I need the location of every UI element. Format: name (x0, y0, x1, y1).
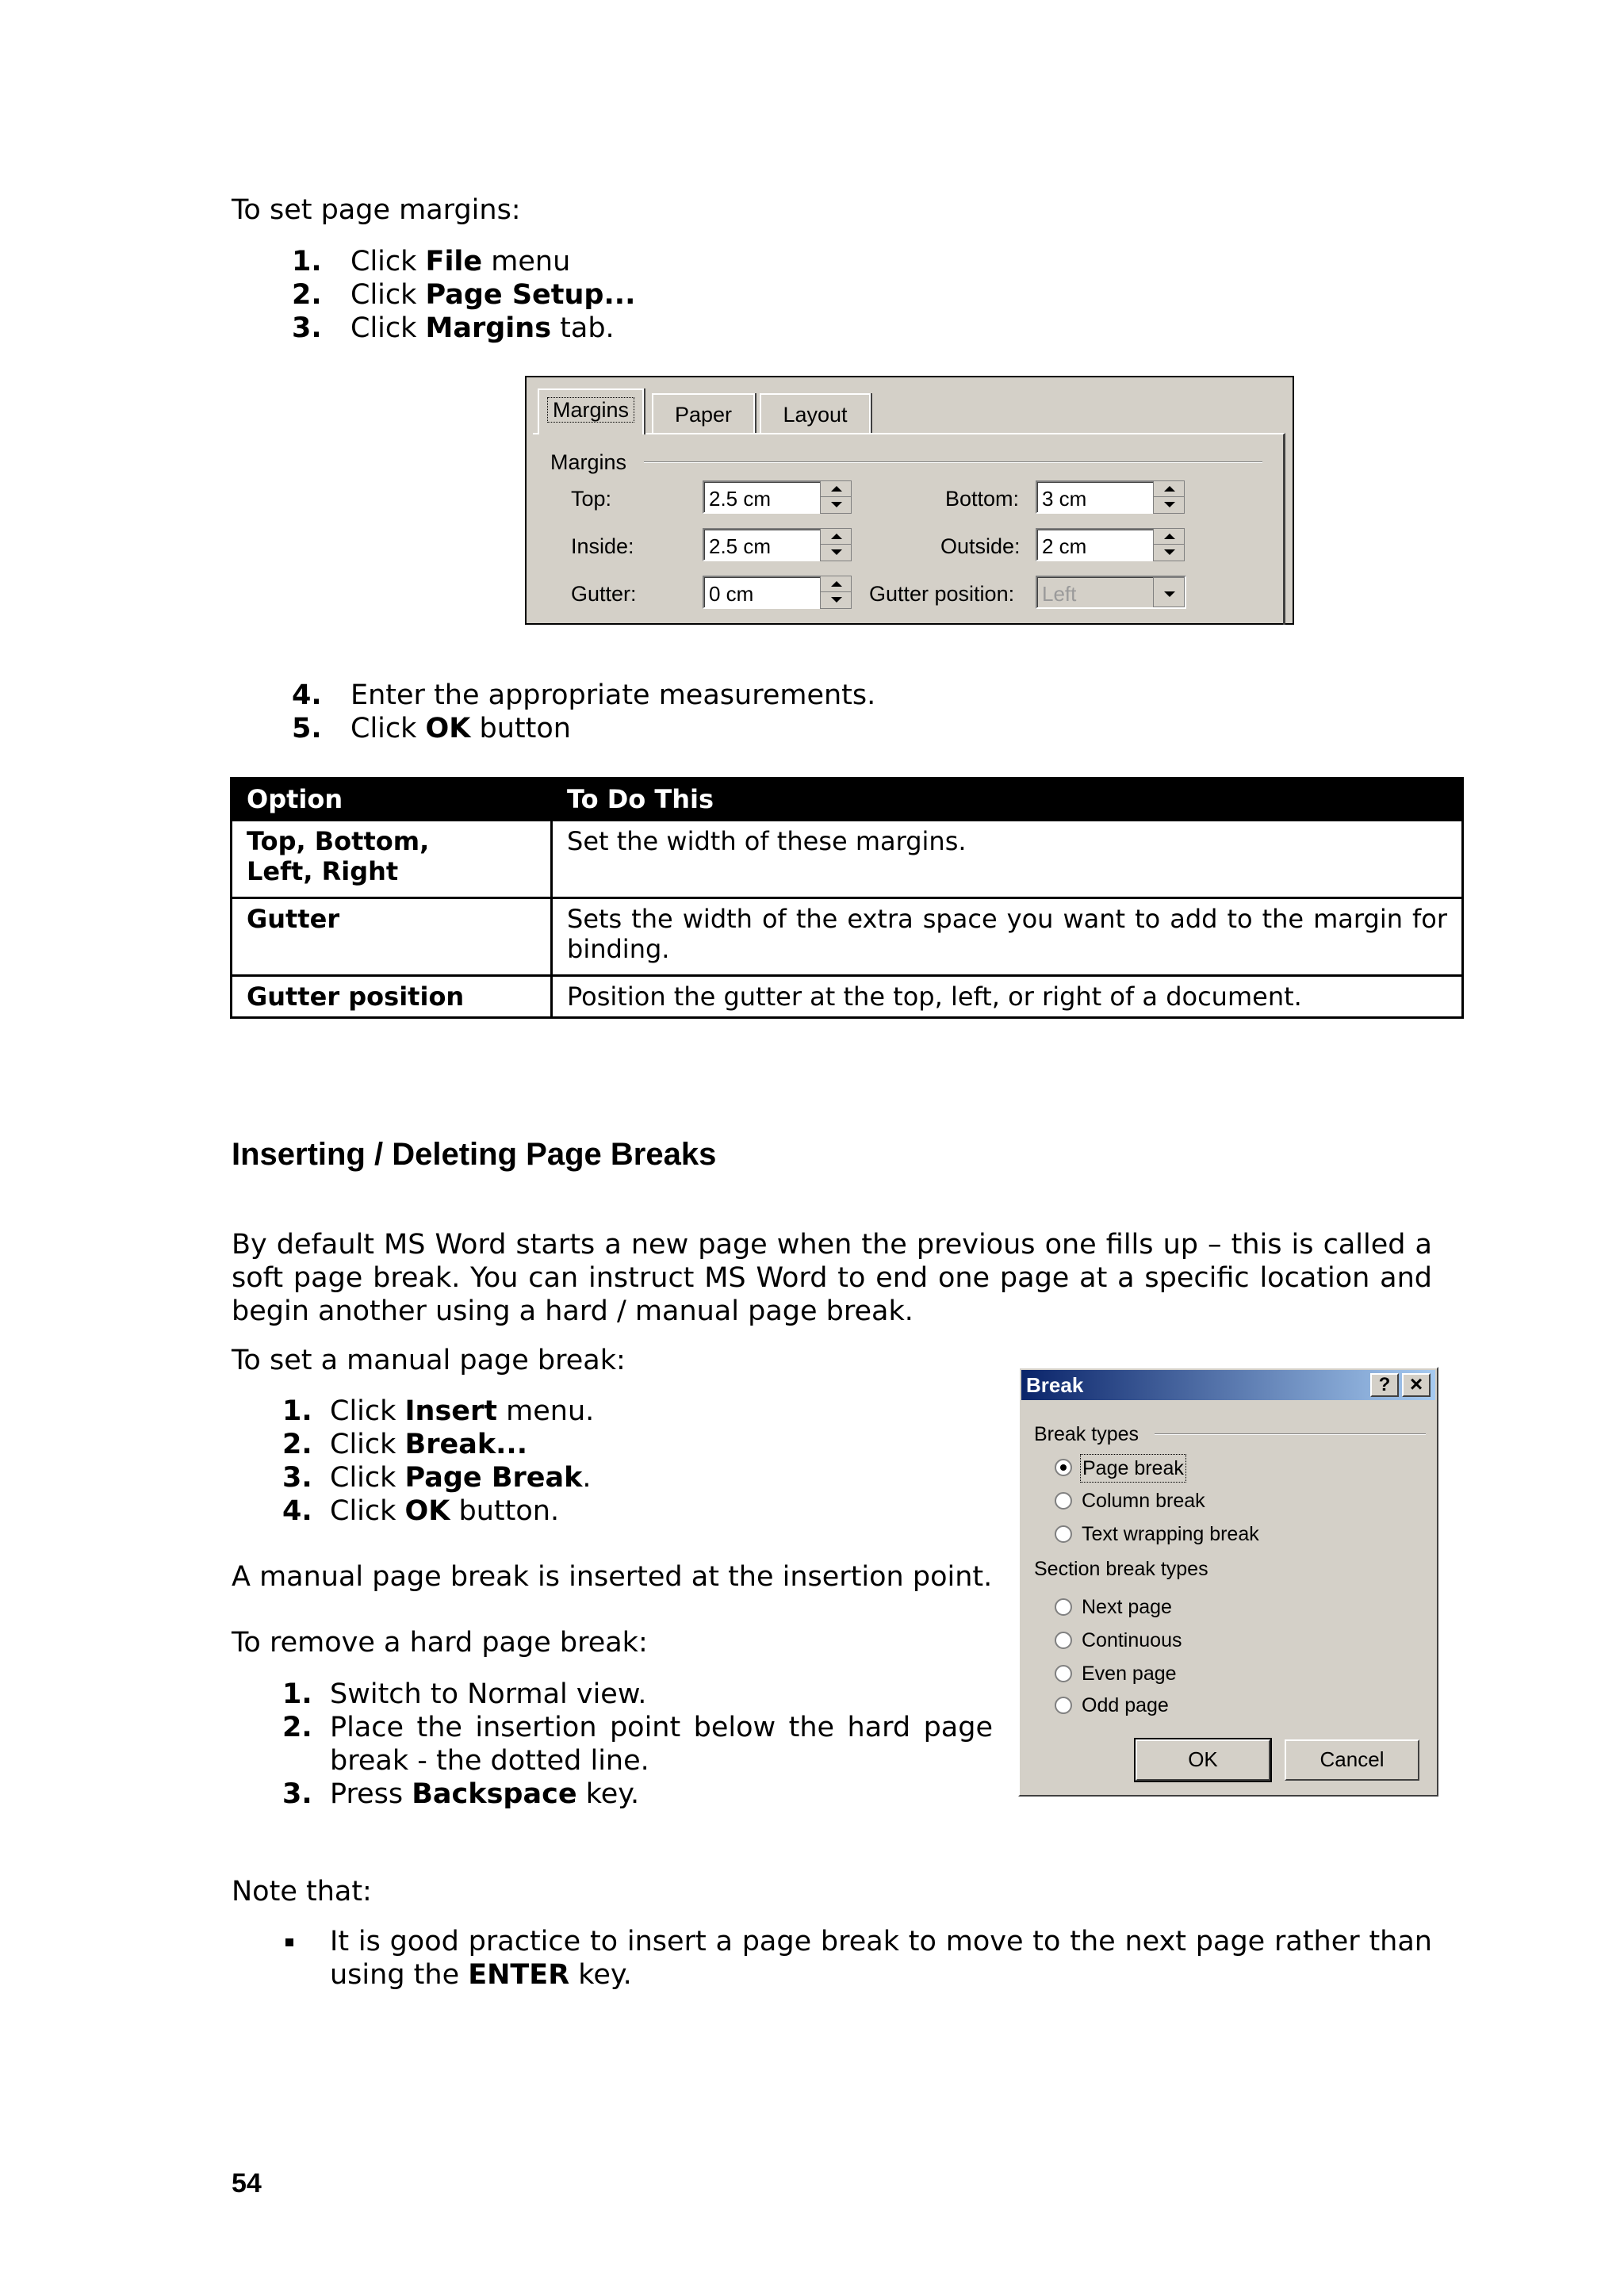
continuous-label: Continuous (1082, 1629, 1182, 1651)
option-cell: Top, Bottom, Left, Right (232, 821, 552, 898)
radio-column-break[interactable] (1055, 1492, 1072, 1510)
radio-text-wrapping-break[interactable] (1055, 1525, 1072, 1543)
gutter-input[interactable]: 0 cm (703, 576, 822, 609)
note-intro: Note that: (232, 1876, 372, 1908)
table-row (232, 821, 1463, 898)
bottom-input[interactable]: 3 cm (1036, 480, 1155, 514)
desc-cell: Position the gutter at the top, left, or right of a document. (552, 976, 1463, 1018)
help-icon[interactable]: ? (1370, 1373, 1399, 1397)
step-number: 3. (282, 1778, 312, 1810)
title-bar (1021, 1370, 1435, 1400)
step-number: 5. (292, 713, 322, 744)
remove-intro: To remove a hard page break: (232, 1627, 648, 1659)
inside-spinner[interactable] (820, 528, 852, 561)
step-number: 3. (282, 1462, 312, 1494)
radio-continuous[interactable] (1055, 1632, 1072, 1649)
page-setup-dialog (525, 376, 1294, 625)
step-number: 2. (282, 1712, 312, 1743)
page-break-label: Page break (1080, 1454, 1186, 1483)
cancel-button[interactable]: Cancel (1285, 1739, 1419, 1781)
table-row (232, 976, 1463, 1018)
options-table (230, 777, 1464, 1019)
table-header-row (232, 779, 1463, 821)
step-text: Click File menu (350, 246, 571, 277)
top-input[interactable]: 2.5 cm (703, 480, 822, 514)
gutter-label: Gutter: (571, 582, 637, 606)
step-text: Click Page Setup... (350, 279, 636, 311)
inside-input[interactable]: 2.5 cm (703, 528, 822, 561)
step-text: Switch to Normal view. (330, 1678, 647, 1710)
radio-page-break[interactable] (1055, 1459, 1072, 1476)
even-page-label: Even page (1082, 1663, 1177, 1685)
step-text: Place the insertion point below the hard page break - the dotted line. (330, 1712, 993, 1777)
section-types-label: Section break types (1034, 1558, 1208, 1580)
step-text: Press Backspace key. (330, 1778, 640, 1810)
chevron-down-icon[interactable] (1153, 577, 1185, 607)
bottom-label: Bottom: (945, 487, 1020, 511)
section-heading: Inserting / Deleting Page Breaks (232, 1137, 717, 1172)
step-text: Click OK button. (330, 1495, 560, 1527)
group-divider (644, 461, 1262, 463)
header-option: Option (232, 779, 552, 821)
break-dialog (1018, 1367, 1438, 1797)
group-divider (1155, 1433, 1426, 1435)
tab-layout[interactable]: Layout (760, 393, 871, 434)
close-icon[interactable]: × (1402, 1373, 1431, 1397)
step-text: Click OK button (350, 713, 571, 744)
desc-cell: Sets the width of the extra space you want to add to the margin for binding. (552, 898, 1463, 976)
step-number: 2. (292, 279, 322, 311)
break-types-label: Break types (1034, 1423, 1139, 1445)
outside-input[interactable]: 2 cm (1036, 528, 1155, 561)
desc-cell: Set the width of these margins. (552, 821, 1463, 898)
gutter-position-label: Gutter position: (869, 582, 1015, 606)
gutter-spinner[interactable] (820, 576, 852, 609)
step-number: 4. (292, 679, 322, 711)
inside-label: Inside: (571, 534, 634, 558)
option-cell: Gutter position (232, 976, 552, 1018)
intro-paragraph: By default MS Word starts a new page when the previous one fills up – this is called a soft page break. You can instruct MS Word to end one page at a specific location and begin another using a hard / manual page break. (232, 1229, 1432, 1327)
page-number: 54 (232, 2168, 262, 2198)
gutter-position-select[interactable]: Left (1036, 576, 1186, 609)
margins-intro: To set page margins: (232, 194, 521, 226)
next-page-label: Next page (1082, 1596, 1172, 1618)
odd-page-label: Odd page (1082, 1694, 1169, 1716)
step-number: 4. (282, 1495, 312, 1527)
table-row (232, 898, 1463, 976)
bullet-icon (285, 1938, 293, 1946)
note-bullet-text: It is good practice to insert a page break to move to the next page rather than using the ENTER key. (330, 1926, 1432, 1991)
step-text: Enter the appropriate measurements. (350, 679, 876, 711)
text-wrapping-break-label: Text wrapping break (1082, 1523, 1259, 1545)
step-text: Click Break... (330, 1429, 527, 1460)
column-break-label: Column break (1082, 1490, 1205, 1512)
margins-group-label: Margins (550, 450, 627, 474)
radio-even-page[interactable] (1055, 1665, 1072, 1682)
step-text: Click Margins tab. (350, 312, 615, 344)
header-todo: To Do This (552, 779, 1463, 821)
step-number: 2. (282, 1429, 312, 1460)
manual-break-intro: To set a manual page break: (232, 1345, 626, 1376)
step-number: 1. (282, 1678, 312, 1710)
option-cell: Gutter (232, 898, 552, 976)
outside-label: Outside: (940, 534, 1021, 558)
inserted-note: A manual page break is inserted at the insertion point. (232, 1561, 993, 1593)
step-number: 1. (292, 246, 322, 277)
top-label: Top: (571, 487, 612, 511)
radio-odd-page[interactable] (1055, 1697, 1072, 1714)
top-spinner[interactable] (820, 480, 852, 514)
step-number: 1. (282, 1395, 312, 1427)
ok-button[interactable]: OK (1136, 1739, 1270, 1781)
radio-next-page[interactable] (1055, 1598, 1072, 1616)
step-text: Click Insert menu. (330, 1395, 595, 1427)
outside-spinner[interactable] (1153, 528, 1185, 561)
step-text: Click Page Break. (330, 1462, 592, 1494)
step-number: 3. (292, 312, 322, 344)
tab-paper[interactable]: Paper (652, 393, 755, 434)
bottom-spinner[interactable] (1153, 480, 1185, 514)
tab-margins[interactable]: Margins (538, 388, 644, 434)
dialog-title: Break (1026, 1373, 1084, 1397)
